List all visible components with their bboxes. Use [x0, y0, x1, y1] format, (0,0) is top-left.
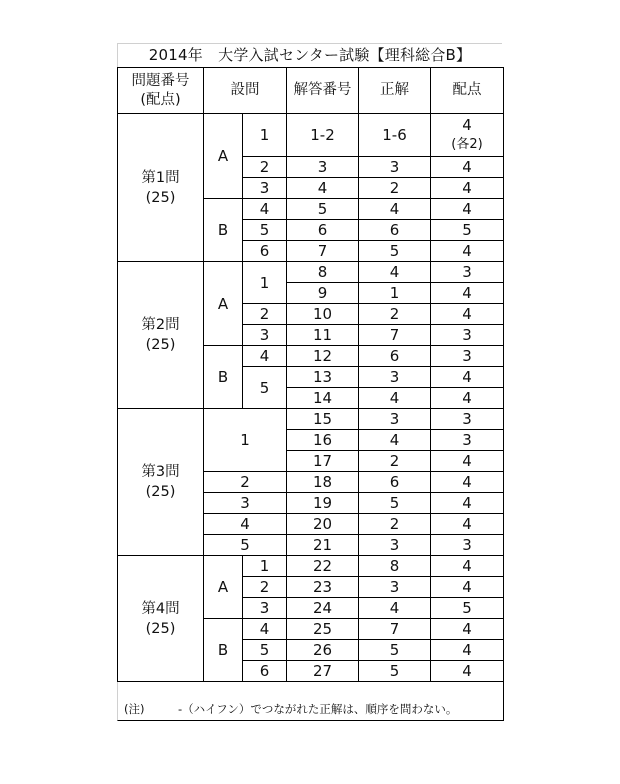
answer-number-cell: 24	[287, 598, 359, 619]
points-cell: 4	[431, 388, 504, 409]
answer-number-cell: 23	[287, 577, 359, 598]
correct-answer-cell: 1	[359, 283, 431, 304]
question-cell: 6	[243, 661, 287, 682]
question-cell: 3	[243, 178, 287, 199]
answer-number-cell: 19	[287, 493, 359, 514]
question-cell: 4	[204, 514, 287, 535]
points-cell: 4	[431, 661, 504, 682]
answer-number-cell: 6	[287, 220, 359, 241]
answer-number-cell: 26	[287, 640, 359, 661]
answer-sheet	[117, 43, 502, 721]
correct-answer-cell: 5	[359, 640, 431, 661]
answer-number-cell: 11	[287, 325, 359, 346]
table-row	[118, 556, 504, 577]
correct-answer-cell: 3	[359, 409, 431, 430]
correct-answer-cell: 6	[359, 472, 431, 493]
points-cell: 3	[431, 409, 504, 430]
footnote	[117, 682, 504, 721]
correct-answer-cell: 6	[359, 220, 431, 241]
points-cell: 4	[431, 577, 504, 598]
question-cell: 2	[243, 304, 287, 325]
header-seikai: 正解	[359, 68, 431, 114]
correct-answer-cell: 4	[359, 430, 431, 451]
answer-number-cell: 18	[287, 472, 359, 493]
correct-answer-cell: 1-6	[359, 114, 431, 157]
correct-answer-cell: 7	[359, 619, 431, 640]
answer-number-cell: 21	[287, 535, 359, 556]
correct-answer-cell: 4	[359, 598, 431, 619]
question-cell: 6	[243, 241, 287, 262]
table-row	[118, 409, 504, 430]
answer-number-cell: 13	[287, 367, 359, 388]
question-cell: 5	[204, 535, 287, 556]
question-cell: 3	[243, 325, 287, 346]
question-cell: 2	[204, 472, 287, 493]
answer-number-cell: 4	[287, 178, 359, 199]
table-row	[118, 114, 504, 157]
correct-answer-cell: 7	[359, 325, 431, 346]
points-cell: 4	[431, 493, 504, 514]
section-label: B	[204, 199, 243, 262]
answer-number-cell: 15	[287, 409, 359, 430]
question-cell: 5	[243, 367, 287, 409]
correct-answer-cell: 4	[359, 388, 431, 409]
answer-number-cell: 14	[287, 388, 359, 409]
answer-number-cell: 27	[287, 661, 359, 682]
correct-answer-cell: 3	[359, 367, 431, 388]
group-label: 第4問 (25)	[118, 556, 204, 682]
question-cell: 4	[243, 199, 287, 220]
answer-number-cell: 20	[287, 514, 359, 535]
correct-answer-cell: 4	[359, 199, 431, 220]
points-cell: 4	[431, 556, 504, 577]
section-label: A	[204, 262, 243, 346]
question-cell: 3	[204, 493, 287, 514]
points-cell: 4 (各2)	[431, 114, 504, 157]
points-cell: 3	[431, 535, 504, 556]
correct-answer-cell: 3	[359, 157, 431, 178]
points-cell: 4	[431, 199, 504, 220]
points-cell: 4	[431, 451, 504, 472]
correct-answer-cell: 4	[359, 262, 431, 283]
answer-number-cell: 22	[287, 556, 359, 577]
answer-number-cell: 3	[287, 157, 359, 178]
section-label: B	[204, 619, 243, 682]
group-label: 第2問 (25)	[118, 262, 204, 409]
points-cell: 5	[431, 220, 504, 241]
correct-answer-cell: 3	[359, 535, 431, 556]
question-cell: 2	[243, 157, 287, 178]
points-cell: 4	[431, 283, 504, 304]
group-label: 第3問 (25)	[118, 409, 204, 556]
answer-number-cell: 16	[287, 430, 359, 451]
question-cell: 1	[243, 114, 287, 157]
question-cell: 1	[243, 556, 287, 577]
correct-answer-cell: 5	[359, 661, 431, 682]
answer-number-cell: 10	[287, 304, 359, 325]
page-title: 2014年 大学入試センター試験【理科総合B】	[117, 43, 502, 67]
points-cell: 3	[431, 262, 504, 283]
answer-number-cell: 12	[287, 346, 359, 367]
answer-number-cell: 9	[287, 283, 359, 304]
question-cell: 5	[243, 220, 287, 241]
group-label: 第1問 (25)	[118, 114, 204, 262]
header-mondai: 問題番号 (配点)	[118, 68, 204, 114]
points-cell: 3	[431, 325, 504, 346]
points-cell: 4	[431, 157, 504, 178]
points-cell: 4	[431, 367, 504, 388]
points-cell: 3	[431, 346, 504, 367]
correct-answer-cell: 8	[359, 556, 431, 577]
points-cell: 4	[431, 472, 504, 493]
correct-answer-cell: 2	[359, 304, 431, 325]
question-cell: 1	[243, 262, 287, 304]
table-row	[118, 262, 504, 283]
points-cell: 3	[431, 430, 504, 451]
answer-number-cell: 1-2	[287, 114, 359, 157]
points-cell: 5	[431, 598, 504, 619]
points-cell: 4	[431, 514, 504, 535]
question-cell: 4	[243, 346, 287, 367]
answer-table	[117, 67, 504, 682]
question-cell: 3	[243, 598, 287, 619]
section-label: A	[204, 114, 243, 199]
correct-answer-cell: 5	[359, 241, 431, 262]
question-cell: 1	[204, 409, 287, 472]
header-kaito-bango: 解答番号	[287, 68, 359, 114]
correct-answer-cell: 6	[359, 346, 431, 367]
section-label: A	[204, 556, 243, 619]
header-haiten: 配点	[431, 68, 504, 114]
answer-number-cell: 7	[287, 241, 359, 262]
header-row	[118, 68, 504, 114]
question-cell: 2	[243, 577, 287, 598]
correct-answer-cell: 5	[359, 493, 431, 514]
points-cell: 4	[431, 178, 504, 199]
answer-number-cell: 25	[287, 619, 359, 640]
question-cell: 5	[243, 640, 287, 661]
header-setsumon: 設問	[204, 68, 287, 114]
footnote-text: -（ハイフン）でつながれた正解は、順序を問わない。	[178, 702, 458, 716]
points-cell: 4	[431, 640, 504, 661]
answer-number-cell: 5	[287, 199, 359, 220]
section-label: B	[204, 346, 243, 409]
question-cell: 4	[243, 619, 287, 640]
answer-number-cell: 17	[287, 451, 359, 472]
correct-answer-cell: 2	[359, 178, 431, 199]
points-cell: 4	[431, 304, 504, 325]
correct-answer-cell: 2	[359, 514, 431, 535]
correct-answer-cell: 2	[359, 451, 431, 472]
correct-answer-cell: 3	[359, 577, 431, 598]
answer-number-cell: 8	[287, 262, 359, 283]
points-cell: 4	[431, 619, 504, 640]
points-cell: 4	[431, 241, 504, 262]
footnote-label: (注)	[124, 702, 145, 716]
